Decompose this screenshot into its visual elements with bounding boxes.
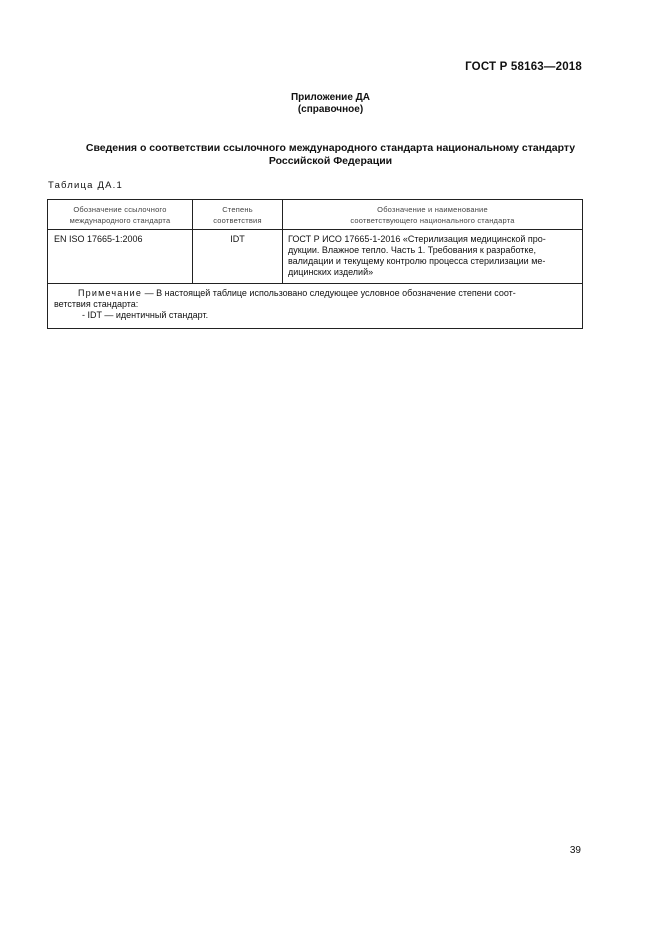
page-number: 39 bbox=[569, 845, 581, 856]
note-label: Примечание bbox=[78, 288, 143, 298]
table-note bbox=[48, 284, 583, 329]
note-text-line1: — В настоящей таблице использовано следующее условное обозначение степени соот- bbox=[142, 288, 516, 298]
cell-degree: IDT bbox=[193, 230, 283, 284]
table-note-row bbox=[48, 284, 583, 329]
note-text-line3: - IDT — идентичный стандарт. bbox=[82, 310, 209, 320]
cell-ref-standard: EN ISO 17665-1:2006 bbox=[48, 230, 193, 284]
appendix-title: Приложение ДА bbox=[290, 92, 371, 103]
cell-national-standard: ГОСТ Р ИСО 17665-1-2016 «Стерилизация медицинской про- дукции. Влажное тепло. Часть 1. Требования к разработке, валидации и текущему контролю процесса стерилизации ме- дицинских изделий» bbox=[283, 230, 583, 284]
section-title bbox=[60, 142, 601, 168]
appendix-subtitle: (справочное) bbox=[297, 104, 364, 115]
table-header-row bbox=[48, 200, 583, 230]
table-row bbox=[48, 230, 583, 284]
table-caption: Таблица ДА.1 bbox=[48, 180, 123, 191]
header-degree: Степень соответствия bbox=[193, 200, 283, 230]
correspondence-table bbox=[47, 199, 583, 329]
header-ref-standard: Обозначение ссылочного международного стандарта bbox=[48, 200, 193, 230]
section-title-line2: Российской Федерации bbox=[268, 155, 393, 167]
section-title-line1: Сведения о соответствии ссылочного международного стандарта национальному стандарту bbox=[85, 142, 576, 154]
header-national-standard: Обозначение и наименование соответствующего национального стандарта bbox=[283, 200, 583, 230]
document-code: ГОСТ Р 58163—2018 bbox=[465, 61, 582, 73]
note-text-line2: ветствия стандарта: bbox=[54, 299, 139, 309]
